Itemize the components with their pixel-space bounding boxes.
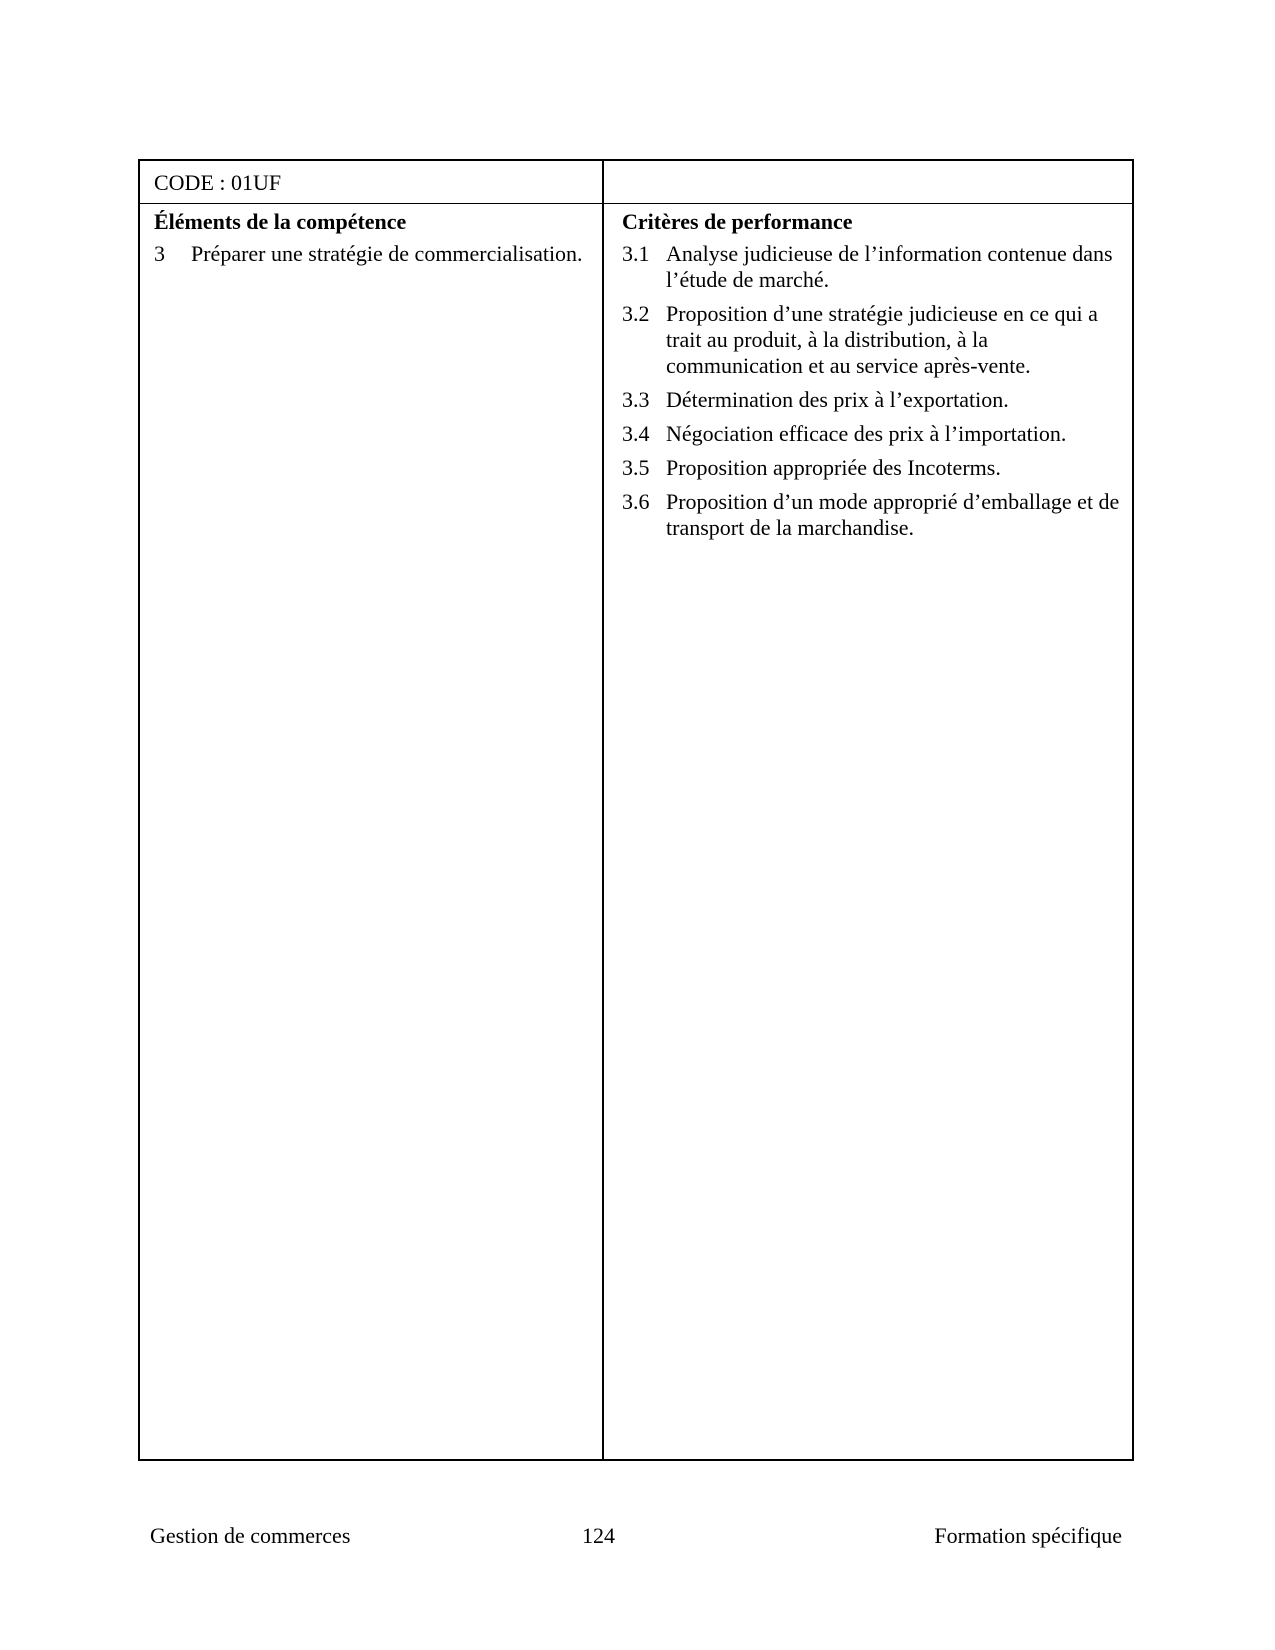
criteria-heading: Critères de performance [622, 209, 853, 234]
criterion-number: 3.5 [622, 455, 650, 480]
criterion-number: 3.6 [622, 489, 650, 514]
criterion-text: Négociation efficace des prix à l’importation. [666, 421, 1067, 446]
criterion-item [622, 489, 1122, 541]
criteria-column [622, 209, 1122, 549]
criterion-text: Analyse judicieuse de l’information contenue dans l’étude de marché. [666, 241, 1113, 292]
header-row-divider [140, 203, 1134, 204]
elements-heading: Éléments de la compétence [154, 209, 407, 234]
criterion-text: Proposition d’un mode approprié d’emballage et de transport de la marchandise. [666, 489, 1120, 540]
criterion-number: 3.3 [622, 387, 650, 412]
criterion-text: Détermination des prix à l’exportation. [666, 387, 1009, 412]
criterion-item [622, 455, 1122, 481]
code-label: CODE : 01UF [154, 170, 282, 195]
criterion-text: Proposition appropriée des Incoterms. [666, 455, 1001, 480]
criterion-item [622, 241, 1122, 293]
criterion-number: 3.1 [622, 241, 650, 266]
column-divider [602, 161, 604, 1459]
competency-table [138, 159, 1134, 1461]
criterion-item [622, 421, 1122, 447]
elements-column [154, 209, 594, 275]
criterion-item [622, 387, 1122, 413]
page-number: 124 [582, 1523, 615, 1548]
criterion-item [622, 301, 1122, 379]
footer-program-name: Gestion de commerces [150, 1523, 351, 1548]
footer-section-name: Formation spécifique [934, 1523, 1122, 1548]
element-item [154, 241, 594, 267]
criterion-number: 3.2 [622, 301, 650, 326]
element-number: 3 [154, 241, 165, 266]
element-text: Préparer une stratégie de commercialisation. [191, 241, 583, 266]
criterion-number: 3.4 [622, 421, 650, 446]
criterion-text: Proposition d’une stratégie judicieuse en ce qui a trait au produit, à la distribution, à la communication et au service après-vente. [666, 301, 1098, 378]
